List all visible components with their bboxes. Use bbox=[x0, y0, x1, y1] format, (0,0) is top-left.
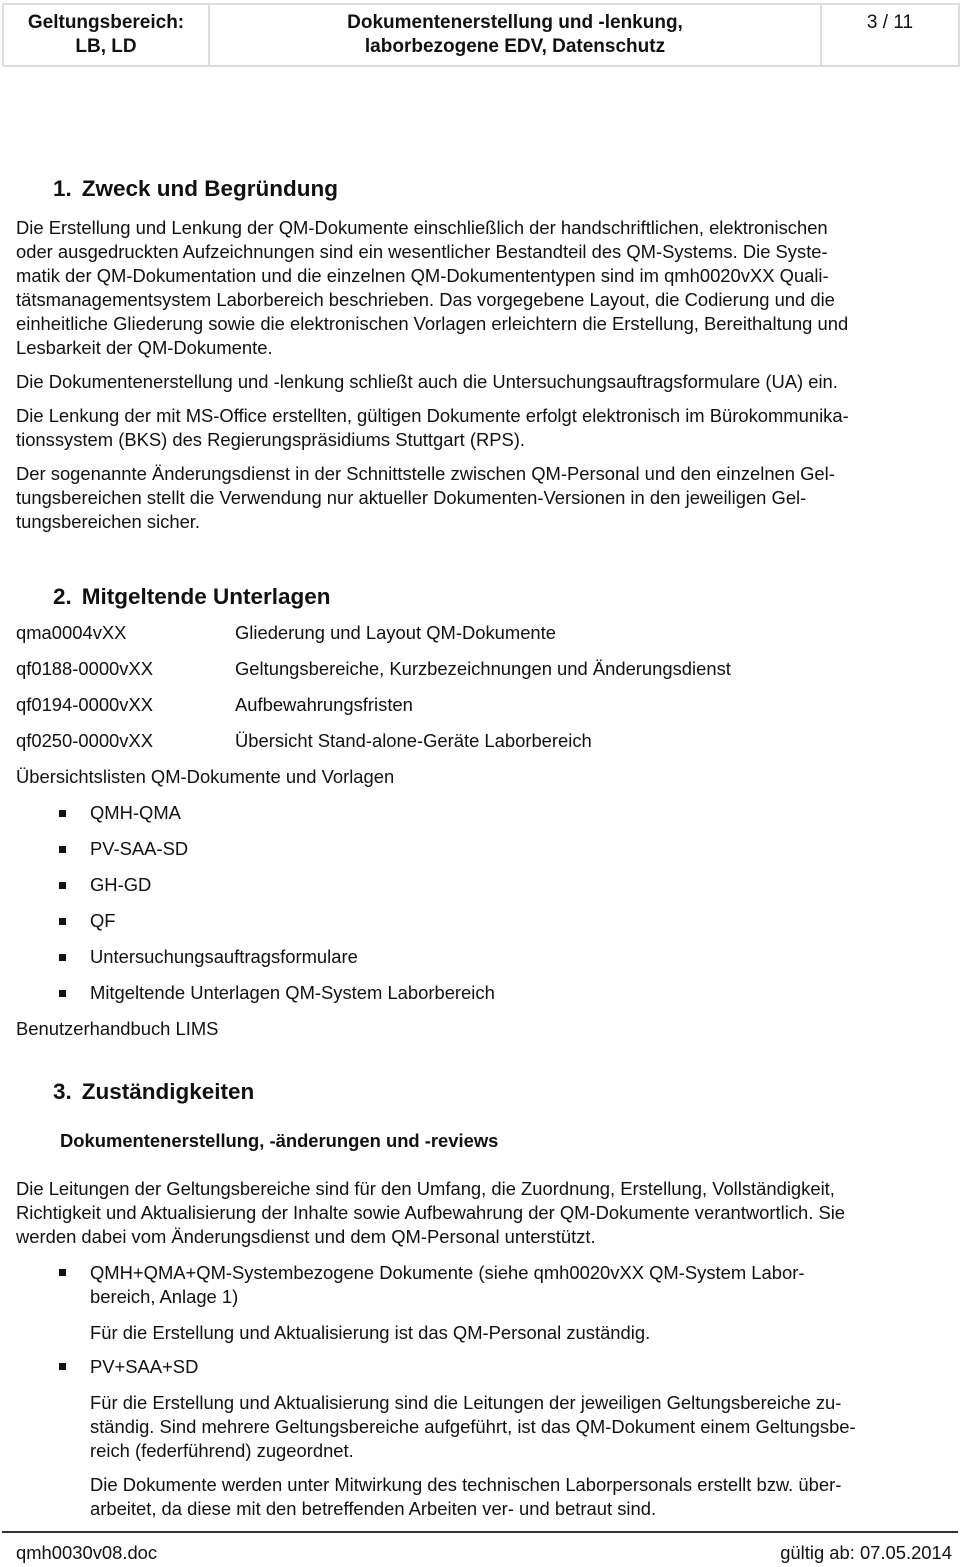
square-bullet-icon bbox=[59, 990, 66, 997]
bullet-item bbox=[16, 867, 951, 903]
bullet-list bbox=[16, 795, 951, 1011]
handbook-reference: Benutzerhandbuch LIMS bbox=[16, 1018, 219, 1039]
title-line-1: Dokumentenerstellung und -lenkung, bbox=[347, 12, 683, 33]
paragraph bbox=[16, 1391, 951, 1463]
paragraph bbox=[16, 370, 951, 394]
text-line: Die Erstellung und Lenkung der QM-Dokumente einschließlich der handschriftlichen, elektronischen bbox=[16, 217, 828, 238]
footer-valid-from: gültig ab: 07.05.2014 bbox=[780, 1542, 952, 1563]
section-number: 2. bbox=[53, 584, 72, 609]
reference-description: Aufbewahrungsfristen bbox=[235, 694, 413, 715]
text-line: Die Lenkung der mit MS-Office erstellten, gültigen Dokumente erfolgt elektronisch im Bürokommunika- bbox=[16, 405, 849, 426]
header-scope bbox=[4, 5, 210, 65]
bullet-text: QF bbox=[90, 910, 116, 931]
bullet-text: QMH-QMA bbox=[90, 802, 181, 823]
bullet-item bbox=[16, 903, 951, 939]
reference-code: qf0250-0000vXX bbox=[16, 730, 154, 751]
reference-list bbox=[16, 615, 951, 759]
bullet-text: Untersuchungsauftragsformulare bbox=[90, 946, 358, 967]
text-line: werden dabei vom Änderungsdienst und dem QM-Personal unterstützt. bbox=[16, 1226, 596, 1247]
reference-description: Gliederung und Layout QM-Dokumente bbox=[235, 622, 556, 643]
text-line: ständig. Sind mehrere Geltungsbereiche aufgeführt, ist das QM-Dokument einem Geltungsbe- bbox=[90, 1416, 856, 1437]
text-line: Lesbarkeit der QM-Dokumente. bbox=[16, 337, 273, 358]
bullet-item bbox=[16, 1355, 951, 1379]
scope-label: Geltungsbereich: bbox=[27, 12, 185, 33]
paragraph bbox=[16, 404, 951, 452]
reference-description: Übersicht Stand-alone-Geräte Laborbereich bbox=[235, 730, 592, 751]
square-bullet-icon bbox=[59, 1363, 66, 1370]
bullet-text bbox=[90, 1355, 198, 1379]
scope-value: LB, LD bbox=[75, 36, 137, 57]
text-line: reich (federführend) zugeordnet. bbox=[90, 1440, 354, 1461]
paragraph bbox=[16, 216, 951, 360]
section-title: Mitgeltende Unterlagen bbox=[81, 584, 331, 609]
paragraph bbox=[16, 462, 951, 534]
section-3-heading bbox=[16, 1077, 951, 1107]
paragraph bbox=[16, 1473, 951, 1521]
reference-code: qma0004vXX bbox=[16, 622, 127, 643]
text-line: tungsbereichen stellt die Verwendung nur aktueller Dokumenten-Versionen in den jeweiligen Gel- bbox=[16, 487, 807, 508]
page-number: 3 / 11 bbox=[866, 12, 914, 33]
bullet-text: Mitgeltende Unterlagen QM-System Laborbereich bbox=[90, 982, 495, 1003]
paragraph bbox=[16, 1177, 951, 1249]
square-bullet-icon bbox=[59, 846, 66, 853]
reference-row bbox=[16, 615, 951, 651]
reference-row bbox=[16, 687, 951, 723]
document-body bbox=[16, 174, 951, 1531]
square-bullet-icon bbox=[59, 918, 66, 925]
text-line: einheitliche Gliederung sowie die elektronischen Vorlagen erleichtern die Erstellung, Bereithaltung und bbox=[16, 313, 849, 334]
text-line: arbeitet, da diese mit den betreffenden Arbeiten ver- und betraut sind. bbox=[90, 1498, 657, 1519]
bullet-item bbox=[16, 939, 951, 975]
text-line: tionssystem (BKS) des Regierungspräsidiums Stuttgart (RPS). bbox=[16, 429, 525, 450]
square-bullet-icon bbox=[59, 882, 66, 889]
square-bullet-icon bbox=[59, 954, 66, 961]
text-line: QMH+QMA+QM-Systembezogene Dokumente (siehe qmh0020vXX QM-System Labor- bbox=[90, 1262, 805, 1283]
text-line: Für die Erstellung und Aktualisierung ist das QM-Personal zuständig. bbox=[90, 1322, 651, 1343]
section-title: Zuständigkeiten bbox=[81, 1079, 255, 1104]
section-2-heading bbox=[16, 582, 951, 612]
section-title: Zweck und Begründung bbox=[81, 176, 339, 201]
lists-title: Übersichtslisten QM-Dokumente und Vorlagen bbox=[16, 766, 395, 787]
text-line: bereich, Anlage 1) bbox=[90, 1286, 239, 1307]
text-line: Die Dokumentenerstellung und -lenkung schließt auch die Untersuchungsauftragsformulare (UA) ein. bbox=[16, 371, 838, 392]
text-line: Richtigkeit und Aktualisierung der Inhalte sowie Aufbewahrung der QM-Dokumente verantwortlich. Sie bbox=[16, 1202, 846, 1223]
reference-row bbox=[16, 651, 951, 687]
bullet-item bbox=[16, 831, 951, 867]
bullet-item bbox=[16, 1261, 951, 1309]
section-number: 3. bbox=[53, 1079, 72, 1104]
reference-row bbox=[16, 723, 951, 759]
text-line: Die Leitungen der Geltungsbereiche sind für den Umfang, die Zuordnung, Erstellung, Vollständigkeit, bbox=[16, 1178, 835, 1199]
title-line-2: laborbezogene EDV, Datenschutz bbox=[364, 36, 666, 57]
text-line: PV+SAA+SD bbox=[90, 1356, 199, 1377]
paragraph bbox=[16, 1321, 951, 1345]
text-line: Die Dokumente werden unter Mitwirkung des technischen Laborpersonals erstellt bzw. über- bbox=[90, 1474, 842, 1495]
subsection-heading: Dokumentenerstellung, -änderungen und -reviews bbox=[60, 1130, 499, 1151]
square-bullet-icon bbox=[59, 1269, 66, 1276]
section-1-heading bbox=[16, 174, 951, 204]
footer-divider bbox=[2, 1531, 958, 1533]
header-title bbox=[210, 5, 822, 65]
text-line: Der sogenannte Änderungsdienst in der Schnittstelle zwischen QM-Personal und den einzelnen Gel- bbox=[16, 463, 835, 484]
reference-code: qf0194-0000vXX bbox=[16, 694, 154, 715]
text-line: oder ausgedruckten Aufzeichnungen sind ein wesentlicher Bestandteil des QM-Systems. Die Syste- bbox=[16, 241, 828, 262]
bullet-item bbox=[16, 975, 951, 1011]
text-line: Für die Erstellung und Aktualisierung sind die Leitungen der jeweiligen Geltungsbereiche zu- bbox=[90, 1392, 842, 1413]
header-page bbox=[822, 5, 958, 65]
header-table bbox=[2, 3, 960, 67]
bullet-text bbox=[90, 1261, 804, 1309]
bullet-text: GH-GD bbox=[90, 874, 152, 895]
bullet-text: PV-SAA-SD bbox=[90, 838, 189, 859]
section-number: 1. bbox=[53, 176, 72, 201]
square-bullet-icon bbox=[59, 810, 66, 817]
reference-description: Geltungsbereiche, Kurzbezeichnungen und Änderungsdienst bbox=[235, 658, 731, 679]
text-line: tungsbereichen sicher. bbox=[16, 511, 201, 532]
reference-code: qf0188-0000vXX bbox=[16, 658, 154, 679]
footer-filename: qmh0030v08.doc bbox=[16, 1542, 158, 1563]
text-line: tätsmanagementsystem Laborbereich beschrieben. Das vorgegebene Layout, die Codierung und die bbox=[16, 289, 835, 310]
text-line: matik der QM-Dokumentation und die einzelnen QM-Dokumententypen sind im qmh0020vXX Quali- bbox=[16, 265, 829, 286]
bullet-item bbox=[16, 795, 951, 831]
